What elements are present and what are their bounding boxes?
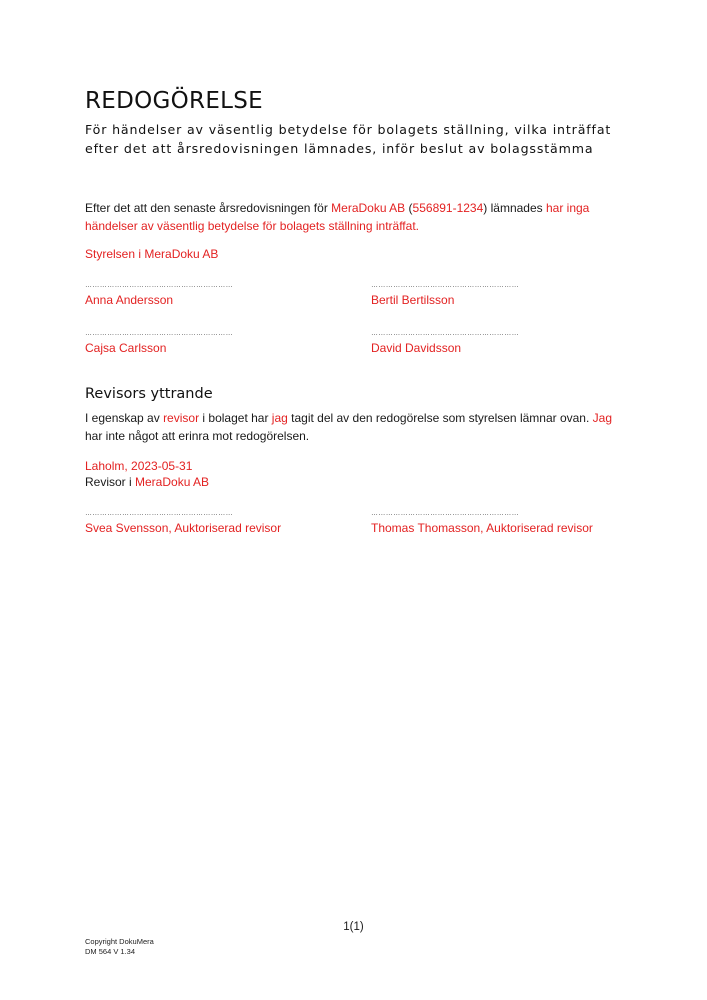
- document-footer: [85, 937, 154, 957]
- auditor-of-line: [85, 473, 209, 491]
- auditor-signature-1: [85, 510, 281, 537]
- auditor-text-2: i bolaget har: [199, 411, 272, 425]
- auditor-of-prefix: Revisor i: [85, 475, 136, 489]
- signature-line: ……………………………………………………: [371, 510, 519, 517]
- signature-line: ……………………………………………………: [85, 330, 233, 337]
- version-text: DM 564 V 1.34: [85, 947, 136, 956]
- board-member-name: Bertil Bertilsson: [371, 293, 455, 307]
- document-subtitle: För händelser av väsentlig betydelse för bolagets ställning, vilka inträffat efter det att årsredovisningen lämnades, inför beslut av bolagsstämma: [85, 122, 612, 156]
- auditor-of-company: MeraDoku AB: [135, 475, 210, 489]
- signature-block-4: [371, 330, 519, 357]
- intro-paragraph: [85, 199, 625, 235]
- signature-block-3: [85, 330, 233, 357]
- auditor-text-3: tagit del av den redogörelse som styrelsen lämnar ovan.: [287, 411, 593, 425]
- auditor-text-4: har inte något att erinra mot redogörelsen.: [85, 429, 310, 443]
- auditor-name: Svea Svensson, Auktoriserad revisor: [85, 521, 282, 535]
- auditor-pronoun-1: jag: [271, 411, 288, 425]
- intro-text-1: Efter det att den senaste årsredovisningen för: [85, 201, 332, 215]
- org-number: 556891-1234: [412, 201, 484, 215]
- auditor-role: revisor: [163, 411, 200, 425]
- page-number: 1(1): [343, 921, 364, 933]
- board-member-name: David Davidsson: [371, 341, 462, 355]
- copyright-text: Copyright DokuMera: [85, 937, 154, 946]
- signature-line: ……………………………………………………: [85, 282, 233, 289]
- company-name: MeraDoku AB: [331, 201, 406, 215]
- auditor-paragraph: [85, 409, 625, 445]
- document-title: REDOGÖRELSE: [85, 88, 264, 114]
- intro-text-2: (: [405, 201, 413, 215]
- auditor-heading: Revisors yttrande: [85, 386, 213, 402]
- place-date: Laholm, 2023-05-31: [85, 459, 193, 473]
- signature-line: ……………………………………………………: [371, 330, 519, 337]
- intro-conclusion: har inga händelser av väsentlig betydelse för bolagets ställning inträffat.: [85, 201, 590, 233]
- intro-text-3: ) lämnades: [483, 201, 546, 215]
- auditor-text-1: I egenskap av: [85, 411, 164, 425]
- board-label: Styrelsen i MeraDoku AB: [85, 247, 219, 261]
- auditor-pronoun-2: Jag: [592, 411, 612, 425]
- board-member-name: Anna Andersson: [85, 293, 174, 307]
- auditor-signature-2: [371, 510, 593, 537]
- signature-block-1: [85, 282, 233, 309]
- signature-line: ……………………………………………………: [371, 282, 519, 289]
- auditor-name: Thomas Thomasson, Auktoriserad revisor: [371, 521, 593, 535]
- signature-block-2: [371, 282, 519, 309]
- board-member-name: Cajsa Carlsson: [85, 341, 167, 355]
- signature-line: ……………………………………………………: [85, 510, 233, 517]
